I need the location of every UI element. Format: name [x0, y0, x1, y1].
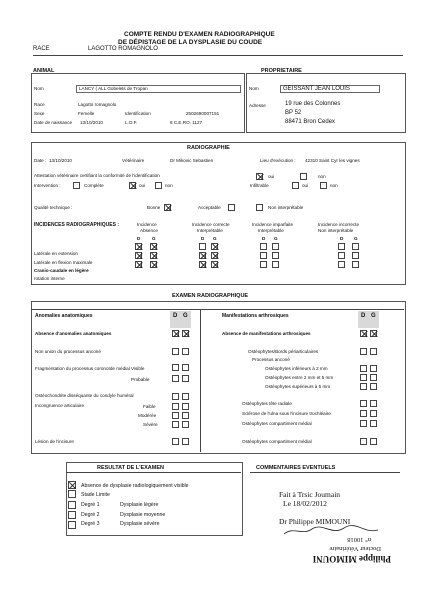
non-union-d[interactable]: [172, 348, 179, 355]
fragmentation-visible-d[interactable]: [172, 364, 179, 371]
fragmentation-probable-g[interactable]: [182, 375, 189, 382]
resultat-desc-5: Dysplasie sévère: [120, 521, 160, 527]
incidence-r3-absence-g[interactable]: [150, 261, 157, 268]
qualite-bonne-checkbox[interactable]: [164, 204, 171, 211]
intervention-oui-checkbox[interactable]: [129, 182, 136, 189]
anomalie-row-1: Absence d'anomalies anatomiques: [35, 331, 112, 336]
race-title-label: RACE: [33, 46, 50, 52]
osteophytes-2-5-d[interactable]: [360, 374, 367, 381]
osteophytes-tete-d[interactable]: [360, 400, 367, 407]
incongruence-severe-d[interactable]: [172, 421, 179, 428]
fragmentation-visible-g[interactable]: [182, 364, 189, 371]
absence-anomalies-g[interactable]: [182, 330, 189, 337]
osteochondrite-d[interactable]: [172, 393, 179, 400]
manifestation-row-3: Processus anconé: [252, 357, 290, 362]
osteophytes-medial2-g[interactable]: [370, 438, 377, 445]
examen-section: [31, 301, 406, 454]
incidence-row-2: Latérale en flexion maximale: [34, 260, 93, 265]
incongruence-faible-g[interactable]: [182, 403, 189, 410]
resultat-degre1-checkbox[interactable]: [68, 501, 76, 509]
anomalies-g: G: [183, 313, 188, 319]
animal-identification-value: 2502690007151: [186, 111, 220, 116]
qualite-acceptable-checkbox[interactable]: [228, 204, 235, 211]
incidence-col2: Incidence correcte: [192, 222, 230, 227]
proprietaire-nom-field: GEISSANT JEAN LOUIS: [280, 85, 380, 93]
incongruence-severe-g[interactable]: [182, 421, 189, 428]
incidence-g-4: G: [354, 236, 358, 241]
title-line2: DE DÉPISTAGE DE LA DYSPLASIE DU COUDE: [118, 39, 263, 46]
attestation-non-checkbox[interactable]: [300, 173, 307, 180]
signature-name: Dr Philippe MIMOUNI: [279, 517, 351, 526]
infiltrable-non-label: non: [330, 183, 338, 188]
incidence-r1-absence-g[interactable]: [150, 243, 157, 250]
incidence-d-3: D: [262, 236, 266, 241]
incidence-d-4: D: [340, 236, 344, 241]
animal-naissance-label: Date de naissance: [34, 120, 73, 125]
absence-anomalies-d[interactable]: [172, 330, 179, 337]
manifestation-row-7: Ostéophytes tête radiale: [242, 401, 292, 406]
manifestations-g: G: [371, 313, 376, 319]
incidence-r2-imparfaite-d[interactable]: [260, 252, 267, 259]
commentaires-header: COMMENTAIRES EVENTUELS: [256, 465, 336, 471]
animal-lof-label: L.O.F.: [125, 120, 138, 125]
resultat-row-1: Absence de dysplasie radiologiquement visible: [81, 483, 189, 489]
incidence-g-2: G: [213, 236, 217, 241]
infiltrable-non-checkbox[interactable]: [320, 182, 327, 189]
osteophytes-medial-d[interactable]: [360, 420, 367, 427]
date-signature-text: Le 18/02/2012: [283, 499, 327, 508]
animal-sexe-label: Sexe: [34, 111, 45, 116]
qualite-label: Qualité technique :: [34, 205, 73, 210]
incidence-r3-incorrecte-g[interactable]: [352, 261, 359, 268]
anomalie-row-5: Incongruence articulaire: [35, 403, 85, 408]
examen-header-rule: [31, 309, 404, 310]
incidence-col2b: Interprétable: [197, 228, 223, 233]
anomalie-sub-probable: Probable: [131, 377, 150, 382]
incidence-r3-imparfaite-d[interactable]: [260, 261, 267, 268]
resultat-desc-3: Dysplasie légère: [120, 502, 159, 508]
osteophytes-2-5-g[interactable]: [370, 374, 377, 381]
incidence-r1-imparfaite-g[interactable]: [272, 243, 279, 250]
incidence-r2-correcte-d[interactable]: [199, 252, 206, 259]
incidence-col4b: Non interprétable: [318, 228, 354, 233]
radio-date-value: 13/10/2010: [49, 158, 72, 163]
proprietaire-nom-label: Nom: [249, 86, 259, 91]
radio-attestation-label: Attestation vétérinaire certifiant la conformité de l'identification: [34, 173, 160, 178]
radiographie-header: RADIOGRAPHIE: [187, 145, 230, 151]
sclerose-ulna-d[interactable]: [360, 410, 367, 417]
incidence-r1-incorrecte-d[interactable]: [338, 243, 345, 250]
sclerose-ulna-g[interactable]: [370, 410, 377, 417]
anomalie-row-6: Lésion de l'incisure: [35, 439, 74, 444]
incidence-r1-incorrecte-g[interactable]: [352, 243, 359, 250]
stamp-line-2: Docteur Vétérinaire: [329, 545, 381, 552]
qualite-noninterpretable-label: Non interprétable: [268, 205, 304, 210]
radio-veterinaire-label: Vétérinaire: [122, 158, 145, 163]
qualite-noninterpretable-checkbox[interactable]: [256, 204, 263, 211]
incidence-r1-absence-d[interactable]: [135, 243, 142, 250]
fragmentation-probable-d[interactable]: [172, 375, 179, 382]
qualite-bonne-label: Bonne: [147, 205, 161, 210]
non-union-g[interactable]: [182, 348, 189, 355]
incidence-col3: Incidence imparfaite: [252, 222, 294, 227]
incidence-g-3: G: [274, 236, 278, 241]
incidence-r2-absence-d[interactable]: [135, 252, 142, 259]
osteochondrite-g[interactable]: [182, 393, 189, 400]
title-line1: COMPTE RENDU D'EXAMEN RADIOGRAPHIQUE: [124, 31, 275, 38]
manifestations-label: Manifestations arthrosiques: [222, 313, 289, 319]
incidence-r3-imparfaite-g[interactable]: [272, 261, 279, 268]
manifestation-row-6: Ostéophytes supérieurs à 5 mm: [265, 384, 331, 389]
manifestation-row-10: Ostéophytes compartiment médial: [242, 439, 312, 444]
animal-identification-label: Identification: [125, 111, 151, 116]
animal-lof-value: 8 C.E.RO. 1127: [170, 120, 203, 125]
animal-sexe-value: Femelle: [78, 111, 95, 116]
incidence-row-1: Latérale en extension: [34, 251, 78, 256]
osteophytes-sup5-d[interactable]: [360, 383, 367, 390]
incidence-r3-correcte-g[interactable]: [211, 261, 218, 268]
radio-lieu-value: 42310 Saint Cyr les vignes: [305, 158, 360, 163]
attestation-non-label: non: [318, 174, 326, 179]
radio-veterinaire-value: Dr Mikovic Sebastien: [170, 158, 214, 163]
examen-divider: [200, 309, 201, 452]
commentaires-rule: [250, 472, 400, 473]
lesion-incisure-g[interactable]: [182, 438, 189, 445]
osteophytes-bords-g[interactable]: [370, 348, 377, 355]
infiltrable-oui-checkbox[interactable]: [292, 182, 299, 189]
intervention-complete-label: Complète: [84, 183, 104, 188]
resultat-desc-4: Dysplasie moyenne: [120, 512, 166, 518]
proprietaire-header: PROPRIETAIRE: [261, 68, 302, 74]
proprietaire-adresse-label: Adresse: [249, 103, 266, 108]
resultat-header: RESULTAT DE L'EXAMEN: [97, 465, 165, 471]
resultat-degre2-checkbox[interactable]: [68, 511, 76, 519]
osteophytes-inf2-g[interactable]: [370, 365, 377, 372]
incidence-r1-correcte-d[interactable]: [199, 243, 206, 250]
animal-nom-label: Nom: [34, 86, 44, 91]
animal-race-value: Lagotto romagnolo: [78, 102, 117, 107]
attestation-oui-label: oui: [268, 174, 275, 179]
incidence-r1-imparfaite-d[interactable]: [260, 243, 267, 250]
title-rule: [33, 55, 403, 56]
anomalie-sub-visible: Visible: [131, 366, 145, 371]
anomalie-sub-moderee: Modérée: [138, 413, 157, 418]
incidence-col4: Incidence incorrecte: [318, 222, 360, 227]
radio-lieu-label: Lieu d'exécution :: [260, 158, 296, 163]
incidence-col1: Incidence: [137, 222, 157, 227]
resultat-header-rule: [66, 472, 241, 473]
radio-intervention-label: Intervention :: [34, 183, 61, 188]
manifestation-row-9: Ostéophytes compartiment médial: [242, 421, 312, 426]
resultat-row-3: Degré 1: [81, 502, 100, 508]
resultat-row-5: Degré 3: [81, 521, 100, 527]
signature-scribble: [282, 524, 382, 538]
anomalie-row-4: Ostéochondrite disséquante du condyle huméral: [35, 393, 134, 398]
incidence-row-3: Cranio-caudale en légère: [34, 268, 89, 273]
absence-manifestations-g[interactable]: [370, 330, 377, 337]
incidence-r2-incorrecte-d[interactable]: [338, 252, 345, 259]
incongruence-faible-d[interactable]: [172, 403, 179, 410]
fait-a-text: Fait à Trsic Joumain: [279, 490, 341, 499]
incidences-header: INCIDENCES RADIOGRAPHIQUES :: [34, 222, 120, 228]
manifestations-d: D: [361, 313, 366, 319]
osteophytes-tete-g[interactable]: [370, 400, 377, 407]
stamp-line-1: Philippe MIMOUNI: [312, 554, 391, 564]
animal-race-label: Race: [34, 102, 45, 107]
resultat-row-4: Degré 2: [81, 512, 100, 518]
osteophytes-inf2-d[interactable]: [360, 365, 367, 372]
radio-date-label: Date :: [34, 158, 47, 163]
incidence-r3-correcte-d[interactable]: [199, 261, 206, 268]
incongruence-moderee-g[interactable]: [182, 412, 189, 419]
anomalie-row-2: Non union du processus anconé: [35, 349, 101, 354]
osteophytes-bords-d[interactable]: [360, 348, 367, 355]
incidence-col1b: Absence: [140, 228, 158, 233]
manifestation-row-8: Sclérose de l'ulna sous l'incisure trochléaire: [242, 411, 331, 416]
incongruence-moderee-d[interactable]: [172, 412, 179, 419]
incidence-d-2: D: [201, 236, 205, 241]
animal-header: ANIMAL: [33, 68, 55, 74]
anomalies-d: D: [173, 313, 178, 319]
examen-header: EXAMEN RADIOGRAPHIQUE: [172, 293, 249, 299]
anomalie-sub-faible: Faible: [143, 404, 156, 409]
infiltrable-label: Infiltrable: [250, 183, 269, 188]
proprietaire-adresse-line3: 88471 Bron Cedex: [285, 119, 336, 125]
resultat-stade-limite-checkbox[interactable]: [68, 490, 76, 498]
manifestation-row-5: Ostéophytes entre 2 mm et 5 mm: [265, 375, 334, 380]
animal-nom-field: LANCY ( ALL Gobelets de Tropan: [76, 85, 241, 93]
manifestation-row-4: Ostéophytes inférieurs à 2 mm: [265, 366, 328, 371]
osteophytes-sup5-g[interactable]: [370, 383, 377, 390]
race-title-value: LAGOTTO ROMAGNOLO: [88, 46, 158, 52]
resultat-absence-checkbox[interactable]: [68, 481, 76, 489]
anomalie-row-3: Fragmentation du processus coronoïde médial: [35, 366, 130, 371]
animal-naissance-value: 13/10/2010: [80, 120, 103, 125]
manifestation-row-1: Absence de manifestations arthrosiques: [222, 331, 311, 336]
incidence-r3-incorrecte-d[interactable]: [338, 261, 345, 268]
incidence-r2-absence-g[interactable]: [150, 252, 157, 259]
osteophytes-medial2-d[interactable]: [360, 438, 367, 445]
anomalies-label: Anomalies anatomiques: [35, 313, 93, 319]
incidence-r2-imparfaite-g[interactable]: [272, 252, 279, 259]
incidence-r1-correcte-g[interactable]: [211, 243, 218, 250]
proprietaire-adresse-line2: BP 52: [285, 110, 302, 116]
intervention-non-label: non: [165, 183, 173, 188]
absence-manifestations-d[interactable]: [360, 330, 367, 337]
incidence-r3-absence-d[interactable]: [135, 261, 142, 268]
incidence-col3b: Interprétable: [258, 228, 284, 233]
incidence-g-1: G: [152, 236, 156, 241]
resultat-degre3-checkbox[interactable]: [68, 521, 76, 529]
stamp-line-3: n° 10018: [347, 536, 371, 543]
intervention-non-checkbox[interactable]: [155, 182, 162, 189]
proprietaire-adresse-line1: 19 rue des Colonnes: [285, 101, 341, 107]
infiltrable-oui-label: oui: [302, 183, 309, 188]
anomalie-sub-severe: Sévère: [143, 422, 158, 427]
incidence-r2-correcte-g[interactable]: [211, 252, 218, 259]
lesion-incisure-d[interactable]: [172, 438, 179, 445]
incidence-r2-incorrecte-g[interactable]: [352, 252, 359, 259]
qualite-acceptable-label: Acceptable: [198, 205, 221, 210]
osteophytes-medial-g[interactable]: [370, 420, 377, 427]
manifestation-row-2: Ostéophytes/Bords périarticulaires: [248, 349, 319, 354]
incidence-row-4: rotation interne: [34, 276, 65, 281]
attestation-oui-checkbox[interactable]: [256, 173, 263, 180]
resultat-row-2: Stade Limite: [81, 492, 110, 498]
intervention-complete-checkbox[interactable]: [73, 182, 80, 189]
intervention-oui-label: oui: [139, 183, 146, 188]
incidence-d-1: D: [137, 236, 141, 241]
